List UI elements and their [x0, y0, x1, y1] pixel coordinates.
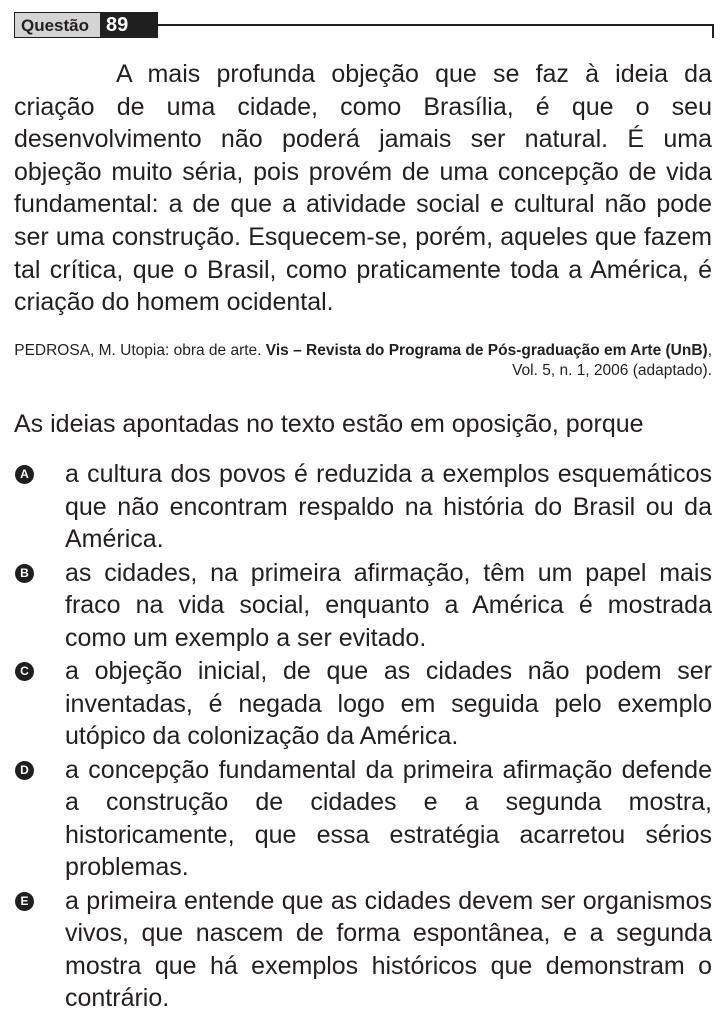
option-letter-badge: B — [15, 564, 34, 583]
option-text: as cidades, na primeira afirmação, têm um papel mais fraco na vida social, enquanto a América é mostrada como um exemplo a ser evitado. — [65, 558, 712, 652]
option-text: a primeira entende que as cidades devem ser organismos vivos, que nascem de forma espontânea, e a segunda mostra que há exemplos históricos que demonstram o contrário. — [65, 886, 712, 1012]
citation-details: , Vol. 5, n. 1, 2006 (adaptado). — [512, 342, 712, 379]
option-letter-badge: C — [15, 662, 34, 681]
header-divider — [158, 24, 714, 26]
answer-options — [14, 458, 712, 1016]
question-label: Questão — [14, 12, 102, 38]
option-text: a cultura dos povos é reduzida a exemplos esquemáticos que não encontram respaldo na história do Brasil ou da América. — [65, 460, 712, 553]
citation — [14, 341, 712, 381]
question-header — [14, 12, 716, 40]
option-text: a concepção fundamental da primeira afirmação defende a construção de cidades e a segunda mostra, historicamente, que essa estratégia acarretou sérios problemas. — [65, 755, 712, 881]
header-divider-end — [712, 24, 714, 38]
option-letter-badge: A — [15, 465, 34, 484]
option-e[interactable] — [14, 885, 712, 1015]
citation-author-title: PEDROSA, M. Utopia: obra de arte. — [14, 342, 262, 359]
option-b[interactable] — [14, 557, 712, 655]
option-a[interactable] — [14, 458, 712, 556]
passage-body: A mais profunda objeção que se faz à ideia da criação de uma cidade, como Brasília, é que o seu desenvolvimento não poderá jamais ser natural. É uma objeção muito séria, pois provém de uma concepção de vida fundamental: a de que a atividade social e cultural não pode ser uma construção. Esquecem-se, porém, aqueles que fazem tal crítica, que o Brasil, como praticamente toda a América, é criação do homem ocidental. — [14, 60, 712, 317]
option-text: a objeção inicial, de que as cidades não podem ser inventadas, é negada logo em seguida pelo exemplo utópico da colonização da América. — [65, 657, 712, 750]
passage-text — [14, 58, 712, 319]
option-d[interactable] — [14, 754, 712, 884]
option-letter-badge: E — [15, 892, 34, 911]
question-stem: As ideias apontadas no texto estão em oposição, porque — [14, 410, 644, 438]
option-c[interactable] — [14, 655, 712, 753]
question-number: 89 — [100, 12, 158, 38]
option-letter-badge: D — [15, 761, 34, 780]
citation-journal: Vis – Revista do Programa de Pós-graduação em Arte (UnB) — [265, 342, 708, 359]
